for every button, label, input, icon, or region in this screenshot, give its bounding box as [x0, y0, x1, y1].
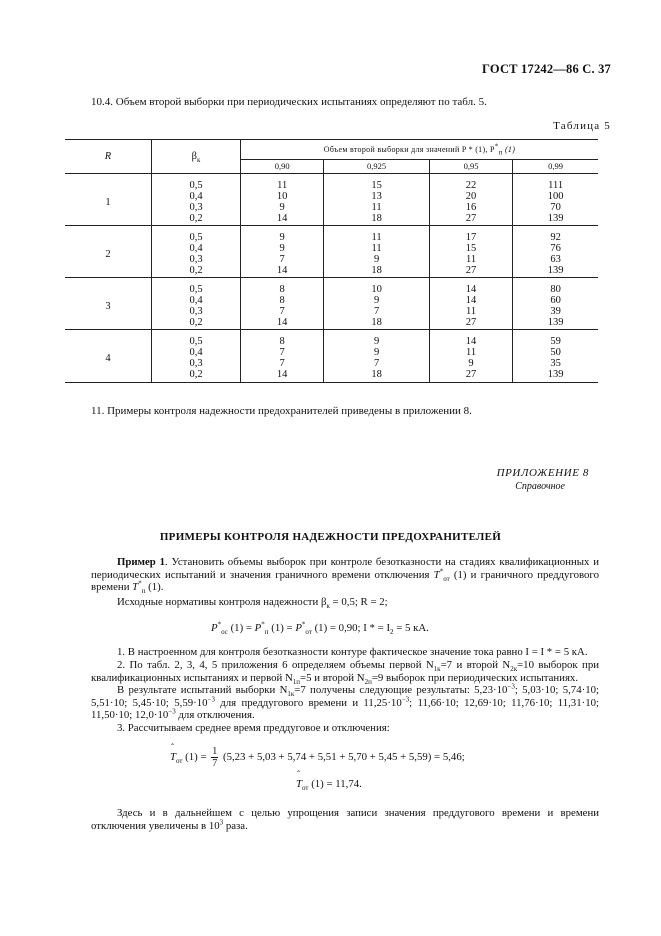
- table-5: [65, 139, 598, 383]
- cell-090: 8 8 7 14: [241, 278, 324, 330]
- group-header: Объем второй выборки для значений P * (1), $P^*_п$ (1): [241, 140, 599, 160]
- item-3: 3. Рассчитываем среднее время преддуговое и отключения:: [117, 722, 390, 734]
- item-2: 2. По табл. 2, 3, 4, 5 приложения 6 определяем объемы первой $N_{1к}=7$ и второй $N_{2к}=10$ выборок при квалификационных испытаниях и первой $N_{1п}=5$ и второй $N_{2п}=9$ выборок при периодических испытаниях.: [91, 659, 599, 686]
- table-header-row: [65, 140, 598, 160]
- final-note: Здесь и в дальнейшем с целью упрощения записи значения преддугового времени и времени отключения увеличены в $10^3$ раза.: [91, 807, 599, 832]
- cell-095: 17 15 11 27: [429, 226, 512, 278]
- cell-beta: 0,5 0,4 0,3 0,2: [152, 278, 241, 330]
- cell-0925: 9 9 7 18: [324, 330, 430, 383]
- item-1: 1. В настроенном для контроля безотказности контуре фактическое значение тока равно I = I * = 5 кА.: [117, 646, 588, 658]
- formula-norms: $P^*_{ос}$ $(1) = P^*_п$ $(1) = P^*_{от}$ (1) = 0,90; I * = $I_2 = 5$ кА.: [211, 620, 429, 637]
- paragraph-10-4: 10.4. Объем второй выборки при периодических испытаниях определяют по табл. 5.: [91, 96, 487, 108]
- col-p-090: 0,90: [241, 160, 324, 174]
- cell-r: 4: [65, 330, 152, 383]
- cell-090: 11 10 9 14: [241, 174, 324, 226]
- cell-0925: 11 11 9 18: [324, 226, 430, 278]
- col-p-0925: 0,925: [324, 160, 430, 174]
- col-p-099: 0,99: [513, 160, 598, 174]
- cell-095: 14 11 9 27: [429, 330, 512, 383]
- cell-beta: 0,5 0,4 0,3 0,2: [152, 330, 241, 383]
- cell-r: 1: [65, 174, 152, 226]
- cell-090: 8 7 7 14: [241, 330, 324, 383]
- cell-r: 3: [65, 278, 152, 330]
- example-1-text: Пример 1. Установить объемы выборок при контроле безотказности на стадиях квалификационных и периодических испытаний и значения граничного времени отключения $T^*_{от}$ (1) и граничного преддугового времени $T^*_п$ (1).: [91, 556, 599, 596]
- col-header-r: R: [65, 140, 152, 174]
- paragraph-11: 11. Примеры контроля надежности предохранителей приведены в приложении 8.: [91, 405, 472, 417]
- cell-beta: 0,5 0,4 0,3 0,2: [152, 174, 241, 226]
- formula-mean-break: ˆ $T_{от}$ (1) = 11,74.: [296, 778, 362, 790]
- section-title: ПРИМЕРЫ КОНТРОЛЯ НАДЕЖНОСТИ ПРЕДОХРАНИТЕЛЕЙ: [159, 531, 502, 543]
- initial-norms: Исходные нормативы контроля надежности $\beta_к = 0,5$; R = 2;: [117, 596, 388, 611]
- appendix-type: Справочное: [515, 481, 565, 492]
- col-p-095: 0,95: [429, 160, 512, 174]
- cell-099: 111 100 70 139: [547, 180, 564, 224]
- cell-r: 2: [65, 226, 152, 278]
- cell-beta: 0,5 0,4 0,3 0,2: [152, 226, 241, 278]
- cell-095: 14 14 11 27: [429, 278, 512, 330]
- cell-099: 92 76 63 139: [513, 226, 598, 278]
- cell-0925: 15 13 11 18: [324, 174, 430, 226]
- cell-095: 22 20 16 27: [429, 174, 512, 226]
- cell-099: 80 60 39 139: [513, 278, 598, 330]
- document-header: ГОСТ 17242—86 С. 37: [482, 62, 611, 76]
- table-row: [65, 330, 598, 383]
- results-text: В результате испытаний выборки $N_{1к}=7$ получены следующие результаты: $5,23\cdot 10^{-3}$; 5,03·10; 5,74·10; 5,51·10; 5,45·10; $5,59\cdot 10^{-3}$ для преддугового времени и $11,25\cdot 10^{-3}$; 11,66·10; 12,69·10; 11,76·10; 11,31·10; 11,50·10; $12,0\cdot 10^{-3}$ для отключения.: [91, 682, 600, 721]
- cell-090: 9 9 7 14: [241, 226, 324, 278]
- table-row: [65, 278, 598, 330]
- table-row: [65, 174, 598, 226]
- col-header-beta: $\beta_к$: [152, 140, 241, 174]
- table-row: [65, 226, 598, 278]
- table-label: Таблица 5: [553, 120, 611, 132]
- appendix-label: ПРИЛОЖЕНИЕ 8: [496, 467, 589, 479]
- cell-099: 59 50 35 139: [513, 330, 598, 383]
- cell-0925: 10 9 7 18: [324, 278, 430, 330]
- formula-mean-pre-arc: ˆ $T_{от}$ (1) = $\frac{1}{7}$ (5,23 + 5,03 + 5,74 + 5,51 + 5,70 + 5,45 + 5,59) = 5,46;: [170, 746, 465, 769]
